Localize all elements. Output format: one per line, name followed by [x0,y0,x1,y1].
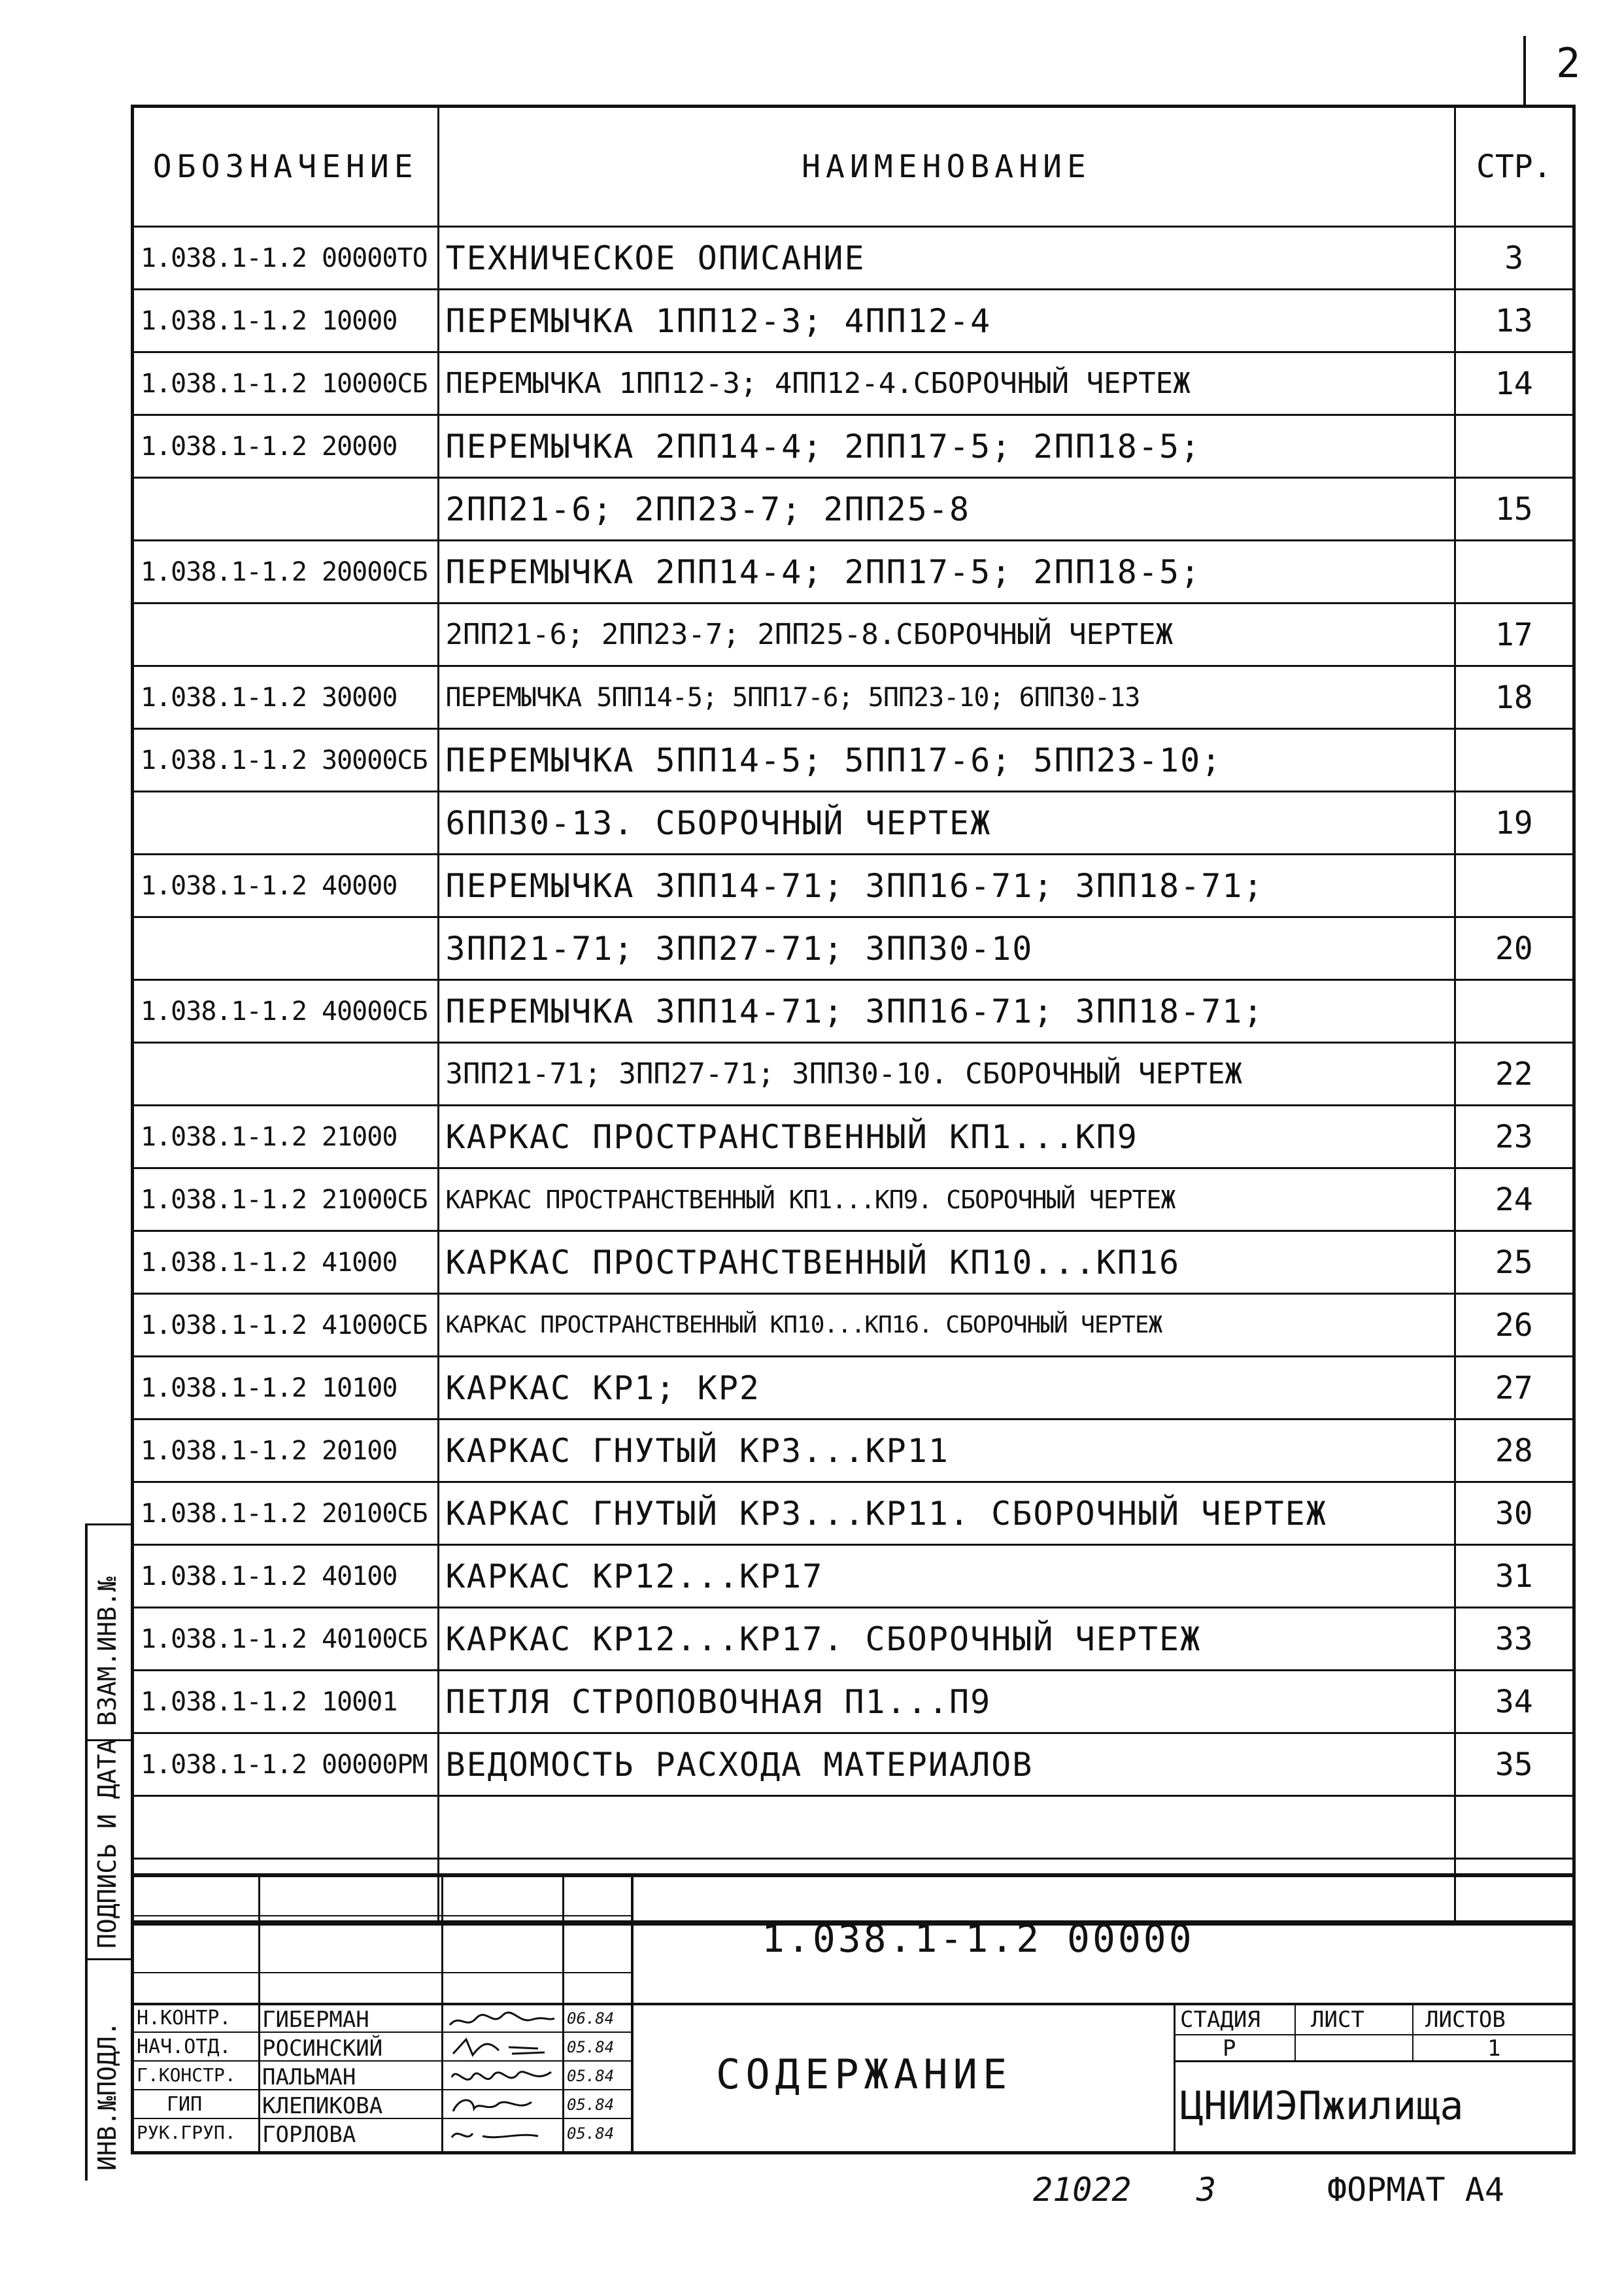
title-block [131,1873,1576,2154]
row-page: 15 [1455,478,1572,541]
row-page [1455,729,1572,792]
table-row [134,1231,1572,1294]
table-row [134,1733,1572,1796]
row-name: ПЕРЕМЫЧКА 2ПП14-4; 2ПП17-5; 2ПП18-5; [438,415,1455,478]
row-code [134,1796,438,1859]
row-code: 1.038.1-1.2 10001 [134,1671,438,1733]
row-code: 1.038.1-1.2 30000СБ [134,729,438,792]
table-row [134,980,1572,1043]
signature-2 [447,2034,558,2060]
row-name: 3ПП21-71; 3ПП27-71; 3ПП30-10. СБОРОЧНЫЙ ЧЕРТЕЖ [438,1043,1455,1106]
table-row [134,604,1572,666]
row-code: 1.038.1-1.2 10000СБ [134,352,438,415]
row-code: 1.038.1-1.2 41000 [134,1231,438,1294]
signatory-role: Н.КОНТР. [137,2007,231,2030]
row-page: 28 [1455,1420,1572,1482]
paper-format: ФОРМАТ А4 [1327,2171,1504,2209]
row-code: 1.038.1-1.2 40000СБ [134,980,438,1043]
table-row [134,1671,1572,1733]
header-name: НАИМЕНОВАНИЕ [438,108,1455,227]
table-row [134,1608,1572,1671]
signatory-name: ГИБЕРМАН [262,2007,369,2033]
header-page: СТР. [1455,108,1572,227]
table-row [134,666,1572,729]
header-designation: ОБОЗНАЧЕНИЕ [134,108,438,227]
signatory-name: ПАЛЬМАН [262,2064,356,2090]
table-row [134,729,1572,792]
row-name: 2ПП21-6; 2ПП23-7; 2ПП25-8.СБОРОЧНЫЙ ЧЕРТЕЖ [438,604,1455,666]
row-name: ПЕРЕМЫЧКА 1ПП12-3; 4ПП12-4 [438,290,1455,352]
row-page: 30 [1455,1482,1572,1545]
signatory-name: КЛЕПИКОВА [262,2093,383,2119]
signatory-date: 06.84 [567,2009,615,2028]
row-page: 25 [1455,1231,1572,1294]
table-row [134,1294,1572,1357]
table-row [134,1106,1572,1168]
row-name: КАРКАС КР1; КР2 [438,1357,1455,1420]
row-name: ТЕХНИЧЕСКОЕ ОПИСАНИЕ [438,227,1455,290]
row-page: 19 [1455,792,1572,855]
row-code: 1.038.1-1.2 41000СБ [134,1294,438,1357]
row-code: 1.038.1-1.2 00000ТО [134,227,438,290]
row-code: 1.038.1-1.2 40100 [134,1545,438,1608]
row-code: 1.038.1-1.2 10000 [134,290,438,352]
table-row [134,792,1572,855]
row-page: 34 [1455,1671,1572,1733]
sheet-number: 2 [1556,39,1581,87]
signature-4 [447,2092,558,2118]
row-page: 27 [1455,1357,1572,1420]
row-page: 31 [1455,1545,1572,1608]
signature-1 [447,2007,558,2033]
row-code [134,604,438,666]
row-name: ПЕРЕМЫЧКА 5ПП14-5; 5ПП17-6; 5ПП23-10; [438,729,1455,792]
row-page: 35 [1455,1733,1572,1796]
row-name: КАРКАС ПРОСТРАНСТВЕННЫЙ КП10...КП16 [438,1231,1455,1294]
signatory-role: РУК.ГРУП. [137,2122,236,2143]
signatory-name: ГОРЛОВА [262,2122,356,2148]
row-name: 6ПП30-13. СБОРОЧНЫЙ ЧЕРТЕЖ [438,792,1455,855]
table-row [134,1168,1572,1231]
row-page: 26 [1455,1294,1572,1357]
copy-number: 3 [1196,2171,1217,2209]
row-code: 1.038.1-1.2 21000 [134,1106,438,1168]
row-page [1455,415,1572,478]
table-row [134,1545,1572,1608]
row-name: ПЕРЕМЫЧКА 3ПП14-71; 3ПП16-71; 3ПП18-71; [438,980,1455,1043]
row-code: 1.038.1-1.2 20100СБ [134,1482,438,1545]
signatory-role: Г.КОНСТР. [137,2064,236,2086]
table-row [134,1420,1572,1482]
row-code [134,1043,438,1106]
row-code: 1.038.1-1.2 20000СБ [134,541,438,604]
table-row [134,1796,1572,1859]
row-name [438,1796,1455,1859]
table-row [134,1482,1572,1545]
row-page: 22 [1455,1043,1572,1106]
row-name: 3ПП21-71; 3ПП27-71; 3ПП30-10 [438,917,1455,980]
row-code: 1.038.1-1.2 20100 [134,1420,438,1482]
row-name: 2ПП21-6; 2ПП23-7; 2ПП25-8 [438,478,1455,541]
signatory-date: 05.84 [567,2124,615,2143]
margin-sign-date: ПОДПИСЬ И ДАТА [93,1739,122,1948]
row-name: КАРКАС КР12...КР17. СБОРОЧНЫЙ ЧЕРТЕЖ [438,1608,1455,1671]
row-page: 33 [1455,1608,1572,1671]
sheets-value: 1 [1487,2035,1501,2062]
stage-label: СТАДИЯ [1180,2007,1260,2033]
margin-inv-replace: ВЗАМ.ИНВ.№ [93,1576,122,1726]
sheet-number-divider [1523,36,1526,108]
row-name: ПЕТЛЯ СТРОПОВОЧНАЯ П1...П9 [438,1671,1455,1733]
signatory-name: РОСИНСКИЙ [262,2035,383,2062]
table-row [134,541,1572,604]
table-row [134,478,1572,541]
sheets-label: ЛИСТОВ [1425,2007,1506,2033]
contents-header-row [134,108,1572,227]
row-code [134,478,438,541]
row-page [1455,855,1572,917]
signature-3 [447,2063,558,2089]
signatory-role: ГИП [167,2093,203,2116]
margin-inv-original: ИНВ.№ПОДЛ. [93,2021,122,2171]
row-name: КАРКАС ГНУТЫЙ КР3...КР11 [438,1420,1455,1482]
row-code: 1.038.1-1.2 40000 [134,855,438,917]
row-code: 1.038.1-1.2 30000 [134,666,438,729]
row-page [1455,980,1572,1043]
row-page: 14 [1455,352,1572,415]
row-page [1455,541,1572,604]
row-page: 20 [1455,917,1572,980]
row-name: КАРКАС ПРОСТРАНСТВЕННЫЙ КП1...КП9 [438,1106,1455,1168]
table-row [134,917,1572,980]
row-code [134,917,438,980]
row-name: ВЕДОМОСТЬ РАСХОДА МАТЕРИАЛОВ [438,1733,1455,1796]
row-name: КАРКАС КР12...КР17 [438,1545,1455,1608]
table-row [134,1357,1572,1420]
row-page: 3 [1455,227,1572,290]
row-name: ПЕРЕМЫЧКА 5ПП14-5; 5ПП17-6; 5ПП23-10; 6ПП30-13 [438,666,1455,729]
row-code: 1.038.1-1.2 40100СБ [134,1608,438,1671]
table-row [134,290,1572,352]
row-name: КАРКАС ПРОСТРАНСТВЕННЫЙ КП1...КП9. СБОРОЧНЫЙ ЧЕРТЕЖ [438,1168,1455,1231]
row-page: 24 [1455,1168,1572,1231]
row-code: 1.038.1-1.2 10100 [134,1357,438,1420]
signatory-date: 05.84 [567,2038,615,2056]
table-row [134,1043,1572,1106]
row-code [134,792,438,855]
row-page [1455,1796,1572,1859]
margin-stamp [85,1523,131,2181]
row-page: 23 [1455,1106,1572,1168]
table-row [134,352,1572,415]
row-code: 1.038.1-1.2 00000РМ [134,1733,438,1796]
sheet-label: ЛИСТ [1311,2007,1364,2033]
document-code: 1.038.1-1.2 00000 [762,1916,1194,1961]
row-name: ПЕРЕМЫЧКА 3ПП14-71; 3ПП16-71; 3ПП18-71; [438,855,1455,917]
row-name: КАРКАС ПРОСТРАНСТВЕННЫЙ КП10...КП16. СБОРОЧНЫЙ ЧЕРТЕЖ [438,1294,1455,1357]
signatory-role: НАЧ.ОТД. [137,2035,231,2058]
row-page: 13 [1455,290,1572,352]
contents-table-frame [131,105,1576,1926]
document-title: СОДЕРЖАНИЕ [716,2050,1013,2098]
table-row [134,227,1572,290]
row-name: КАРКАС ГНУТЫЙ КР3...КР11. СБОРОЧНЫЙ ЧЕРТЕЖ [438,1482,1455,1545]
row-code: 1.038.1-1.2 21000СБ [134,1168,438,1231]
signatory-date: 05.84 [567,2067,615,2085]
row-page: 18 [1455,666,1572,729]
signatory-date: 05.84 [567,2096,615,2114]
row-name: ПЕРЕМЫЧКА 2ПП14-4; 2ПП17-5; 2ПП18-5; [438,541,1455,604]
archive-number: 21022 [1033,2171,1132,2209]
row-code: 1.038.1-1.2 20000 [134,415,438,478]
contents-table [134,108,1572,1922]
table-row [134,855,1572,917]
row-page: 17 [1455,604,1572,666]
organization: ЦНИИЭПжилища [1180,2083,1464,2129]
row-name: ПЕРЕМЫЧКА 1ПП12-3; 4ПП12-4.СБОРОЧНЫЙ ЧЕРТЕЖ [438,352,1455,415]
signature-5 [447,2120,558,2147]
stage-value: Р [1223,2035,1236,2062]
table-row [134,415,1572,478]
